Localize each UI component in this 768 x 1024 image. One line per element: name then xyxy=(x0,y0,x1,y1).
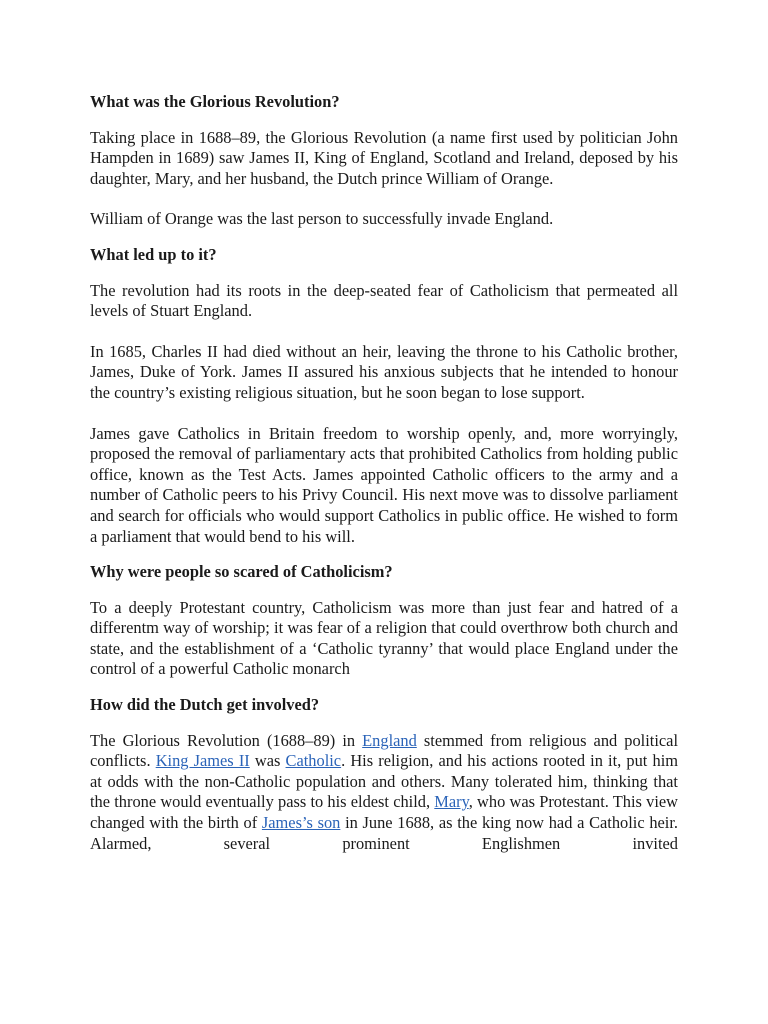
text-run: , who was Protestant. This view changed with the birth of xyxy=(90,792,678,833)
link-mary[interactable]: Mary xyxy=(434,792,469,812)
paragraph-catholic-policies: James gave Catholics in Britain freedom to worship openly, and, more worryingly, proposed the removal of parliamentary acts that prohibited Catholics from holding public office, known as the Test Acts. James appointed Catholic officers to the army and a number of Catholic peers to his Privy Council. His next move was to dissolve parliament and search for officials who would support Catholics in public office. He wished to form a parliament that would bend to his will. xyxy=(90,423,678,546)
heading-what-led-up: What led up to it? xyxy=(90,244,217,264)
document-page xyxy=(90,92,678,874)
text-run: The Glorious Revolution (1688–89) in xyxy=(90,730,363,750)
paragraph-charles-death: In 1685, Charles II had died without an heir, leaving the throne to his Catholic brother, James, Duke of York. James II assured his anxious subjects that he intended to honour the country’s existing religious situation, but he soon began to lose support. xyxy=(90,341,678,402)
heading-scared-of-catholicism: Why were people so scared of Catholicism? xyxy=(90,562,393,582)
heading-dutch-involvement: How did the Dutch get involved? xyxy=(90,695,320,715)
text-run: stemmed from religious and political conflicts. xyxy=(90,730,679,771)
paragraph-protestant-fear: To a deeply Protestant country, Catholicism was more than just fear and hatred of a differentm way of worship; it was fear of a religion that could overthrow both church and state, and the establishment of a ‘Catholic tyranny’ that would place England under the control of a powerful Catholic monarch xyxy=(90,597,678,679)
paragraph-roots: The revolution had its roots in the deep-seated fear of Catholicism that permeated all levels of Stuart England. xyxy=(90,280,678,321)
paragraph-last-invasion: William of Orange was the last person to successfully invade England. xyxy=(90,209,554,229)
paragraph-overview: Taking place in 1688–89, the Glorious Revolution (a name first used by politician John Hampden in 1689) saw James II, King of England, Scotland and Ireland, deposed by his daughter, Mary, and her husband, the Dutch prince William of Orange. xyxy=(90,127,678,188)
link-england[interactable]: England xyxy=(362,730,417,750)
link-james-son[interactable]: James’s son xyxy=(261,813,341,833)
heading-glorious-revolution: What was the Glorious Revolution? xyxy=(90,92,340,111)
paragraph-dutch xyxy=(90,731,678,855)
link-king-james-ii[interactable]: King James II xyxy=(155,751,250,771)
text-run: in June 1688, as the king now had a Catholic heir. Alarmed, several prominent Englishmen invited xyxy=(90,813,678,853)
text-run: . His religion, and his actions rooted in it, put him at odds with the non-Catholic population and others. Many tolerated him, thinking that the throne would eventually pass to his eldest child, xyxy=(90,751,679,812)
text-run: was xyxy=(249,751,286,771)
link-catholic[interactable]: Catholic xyxy=(285,751,342,771)
